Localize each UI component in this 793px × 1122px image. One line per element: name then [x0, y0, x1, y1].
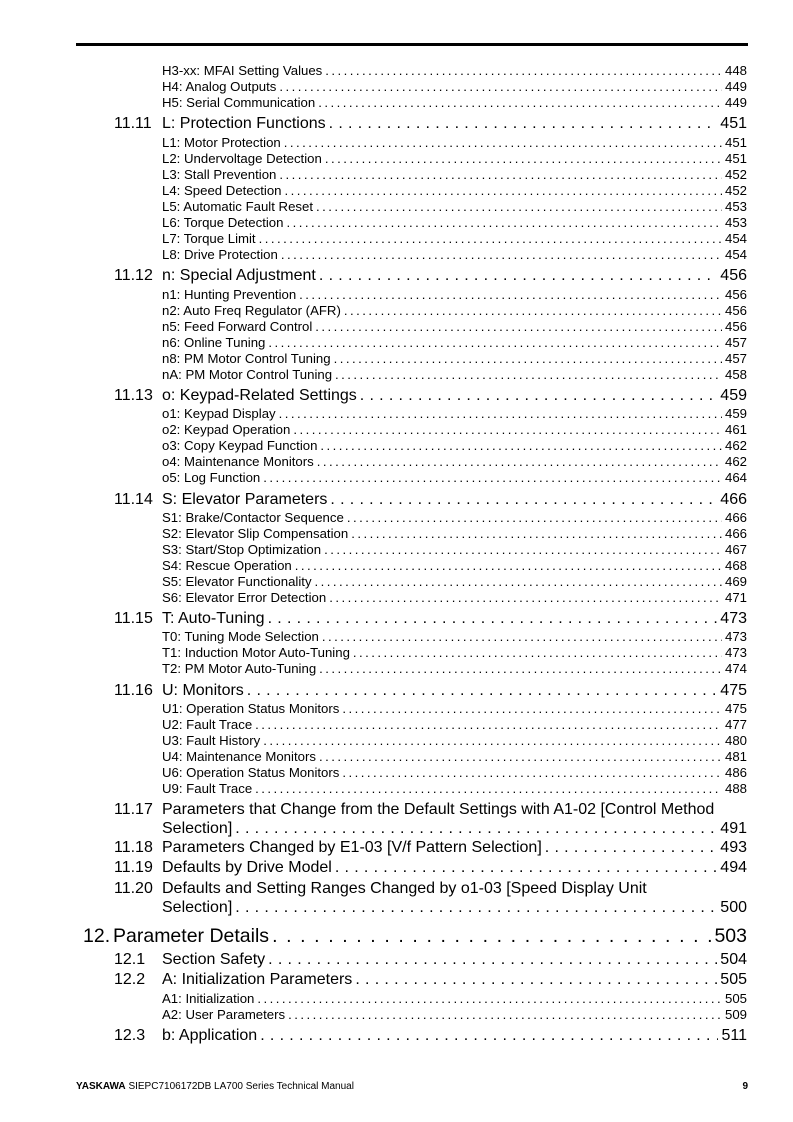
- toc-page-number: 454: [724, 247, 747, 262]
- toc-number: 11.17: [114, 801, 153, 818]
- toc-page-number: 461: [724, 422, 747, 437]
- toc-page-number: 488: [724, 781, 747, 796]
- toc-title: U2: Fault Trace: [162, 717, 253, 732]
- footer-page-number: 9: [742, 1081, 748, 1092]
- toc-page-number: 459: [720, 387, 747, 404]
- toc-title: S3: Start/Stop Optimization: [162, 542, 322, 557]
- toc-title: T0: Tuning Mode Selection: [162, 629, 319, 644]
- toc-title: n: Special Adjustment: [162, 267, 316, 284]
- toc-title: A: Initialization Parameters: [162, 971, 353, 988]
- toc-title: o5: Log Function: [162, 470, 261, 485]
- toc-page-number: 449: [724, 79, 747, 94]
- toc-page-number: 459: [724, 406, 747, 421]
- dot-leader: [342, 701, 722, 717]
- toc-title: Selection]: [162, 899, 233, 916]
- toc-number: 11.12: [114, 267, 153, 284]
- toc-title: L5: Automatic Fault Reset: [162, 199, 313, 214]
- toc-page-number: 486: [724, 765, 747, 780]
- toc-title: U3: Fault History: [162, 733, 261, 748]
- toc-page-number: 454: [724, 231, 747, 246]
- toc-page-number: 493: [720, 839, 747, 856]
- toc-page-number: 466: [724, 526, 747, 541]
- toc-title: A2: User Parameters: [162, 1007, 286, 1022]
- footer-document-title: SIEPC7106172DB LA700 Series Technical Manual: [128, 1081, 354, 1092]
- toc-page-number: 473: [724, 629, 747, 644]
- toc-number: 12.3: [114, 1027, 146, 1044]
- toc-number: 11.14: [114, 491, 153, 508]
- toc-page-number: 505: [724, 991, 747, 1006]
- dot-leader: [286, 215, 722, 231]
- toc-title: U6: Operation Status Monitors: [162, 765, 340, 780]
- toc-title: L8: Drive Protection: [162, 247, 278, 262]
- toc-page-number: 504: [720, 951, 747, 968]
- toc-title: L2: Undervoltage Detection: [162, 151, 322, 166]
- dot-leader: [315, 574, 722, 590]
- toc-page-number: 494: [720, 859, 747, 876]
- dot-leader: [334, 351, 722, 367]
- dot-leader: [319, 266, 717, 285]
- dot-leader: [353, 645, 722, 661]
- dot-leader: [263, 470, 722, 486]
- dot-leader: [247, 681, 718, 700]
- toc-page-number: 500: [720, 899, 747, 916]
- dot-leader: [257, 991, 722, 1007]
- dot-leader: [319, 661, 722, 677]
- dot-leader: [329, 590, 722, 606]
- toc-page-number: 505: [720, 971, 747, 988]
- toc-number: 11.16: [114, 682, 153, 699]
- toc-number: 11.18: [114, 839, 153, 856]
- dot-leader: [260, 1026, 718, 1045]
- dot-leader: [284, 135, 722, 151]
- toc-title: L4: Speed Detection: [162, 183, 282, 198]
- toc-title: L3: Stall Prevention: [162, 167, 277, 182]
- toc-title: U1: Operation Status Monitors: [162, 701, 340, 716]
- dot-leader: [355, 970, 717, 989]
- dot-leader: [255, 781, 722, 797]
- toc-title: H5: Serial Communication: [162, 95, 316, 110]
- toc-number: 12.2: [114, 971, 146, 988]
- dot-leader: [318, 95, 722, 111]
- toc-title: S4: Rescue Operation: [162, 558, 292, 573]
- dot-leader: [347, 510, 722, 526]
- toc-title: Defaults and Setting Ranges Changed by o1-03 [Speed Display Unit: [162, 880, 647, 897]
- toc-page-number: 481: [724, 749, 747, 764]
- dot-leader: [360, 386, 718, 405]
- toc-page-number: 471: [724, 590, 747, 605]
- toc-title: Section Safety: [162, 951, 266, 968]
- toc-title: L1: Motor Protection: [162, 135, 281, 150]
- dot-leader: [255, 717, 722, 733]
- toc-title: U4: Maintenance Monitors: [162, 749, 316, 764]
- toc-title: o: Keypad-Related Settings: [162, 387, 357, 404]
- toc-page-number: 469: [724, 574, 747, 589]
- toc-title: b: Application: [162, 1027, 258, 1044]
- toc-page-number: 462: [724, 438, 747, 453]
- toc-page-number: 452: [724, 183, 747, 198]
- dot-leader: [351, 526, 722, 542]
- dot-leader: [330, 490, 717, 509]
- toc-title: o2: Keypad Operation: [162, 422, 291, 437]
- toc-title: n1: Hunting Prevention: [162, 287, 297, 302]
- toc-page-number: 467: [724, 542, 747, 557]
- dot-leader: [344, 303, 722, 319]
- toc-title: Selection]: [162, 820, 233, 837]
- toc-page-number: 452: [724, 167, 747, 182]
- dot-leader: [268, 335, 722, 351]
- toc-title: L7: Torque Limit: [162, 231, 256, 246]
- dot-leader: [317, 454, 722, 470]
- toc-page-number: 456: [724, 287, 747, 302]
- toc-title: T: Auto-Tuning: [162, 610, 265, 627]
- toc-title: L6: Torque Detection: [162, 215, 284, 230]
- toc-number: 11.13: [114, 387, 153, 404]
- dot-leader: [295, 558, 722, 574]
- dot-leader: [545, 838, 718, 857]
- page-footer: [76, 1081, 748, 1093]
- toc-page-number: 449: [724, 95, 747, 110]
- toc-title: n8: PM Motor Control Tuning: [162, 351, 331, 366]
- toc-title: L: Protection Functions: [162, 115, 326, 132]
- toc-title: T1: Induction Motor Auto-Tuning: [162, 645, 350, 660]
- toc-title: A1: Initialization: [162, 991, 255, 1006]
- toc-title: H4: Analog Outputs: [162, 79, 277, 94]
- dot-leader: [335, 367, 722, 383]
- toc-number: 11.20: [114, 880, 153, 897]
- dot-leader: [259, 231, 722, 247]
- toc-page-number: 511: [721, 1027, 747, 1044]
- toc-page-number: 448: [724, 63, 747, 78]
- dot-leader: [272, 925, 711, 948]
- toc-page-number: 477: [724, 717, 747, 732]
- toc-page-number: 451: [720, 115, 747, 132]
- toc-page-number: 456: [724, 303, 747, 318]
- toc-title: o3: Copy Keypad Function: [162, 438, 318, 453]
- toc-page-number: 491: [720, 820, 747, 837]
- toc-title: S5: Elevator Functionality: [162, 574, 312, 589]
- dot-leader: [268, 950, 717, 969]
- toc-number: 11.15: [114, 610, 153, 627]
- toc-title: U9: Fault Trace: [162, 781, 253, 796]
- toc-title: Parameters Changed by E1-03 [V/f Pattern Selection]: [162, 839, 542, 856]
- toc-title: Defaults by Drive Model: [162, 859, 332, 876]
- toc-page-number: 453: [724, 215, 747, 230]
- dot-leader: [281, 247, 722, 263]
- toc-title: o4: Maintenance Monitors: [162, 454, 314, 469]
- toc-title: S2: Elevator Slip Compensation: [162, 526, 349, 541]
- dot-leader: [319, 749, 722, 765]
- toc-page-number: 475: [720, 682, 747, 699]
- toc-title: Parameter Details: [113, 925, 270, 947]
- dot-leader: [299, 287, 722, 303]
- toc-page-number: 462: [724, 454, 747, 469]
- toc-number: 12.: [83, 925, 111, 947]
- toc-page-number: 456: [724, 319, 747, 334]
- toc-page-number: 509: [724, 1007, 747, 1022]
- toc-number: 12.1: [114, 951, 146, 968]
- dot-leader: [235, 819, 717, 838]
- toc-title: S: Elevator Parameters: [162, 491, 328, 508]
- footer-brand: YASKAWA: [76, 1081, 126, 1092]
- dot-leader: [285, 183, 722, 199]
- dot-leader: [324, 542, 722, 558]
- toc-number: 11.11: [114, 115, 152, 132]
- toc-page-number: 457: [724, 335, 747, 350]
- toc-page-number: 503: [714, 925, 747, 947]
- toc-title: n5: Feed Forward Control: [162, 319, 313, 334]
- toc-page-number: 480: [724, 733, 747, 748]
- dot-leader: [279, 406, 722, 422]
- toc-page-number: 451: [724, 135, 747, 150]
- toc-title: T2: PM Motor Auto-Tuning: [162, 661, 317, 676]
- dot-leader: [335, 858, 717, 877]
- toc-title: S1: Brake/Contactor Sequence: [162, 510, 344, 525]
- toc-title: nA: PM Motor Control Tuning: [162, 367, 333, 382]
- dot-leader: [279, 167, 722, 183]
- dot-leader: [342, 765, 722, 781]
- toc-title: n2: Auto Freq Regulator (AFR): [162, 303, 341, 318]
- toc-page-number: 468: [724, 558, 747, 573]
- toc-page-number: 473: [720, 610, 747, 627]
- dot-leader: [268, 609, 718, 628]
- toc-page-number: 466: [724, 510, 747, 525]
- toc-title: n6: Online Tuning: [162, 335, 266, 350]
- dot-leader: [315, 319, 722, 335]
- dot-leader: [322, 629, 722, 645]
- toc-title: o1: Keypad Display: [162, 406, 276, 421]
- toc-page-number: 453: [724, 199, 747, 214]
- toc-page-number: 456: [720, 267, 747, 284]
- dot-leader: [279, 79, 722, 95]
- toc-page-number: 475: [724, 701, 747, 716]
- toc-page-number: 466: [720, 491, 747, 508]
- toc-page-number: 473: [724, 645, 747, 660]
- dot-leader: [288, 1007, 722, 1023]
- toc-page-number: 457: [724, 351, 747, 366]
- toc-title: Parameters that Change from the Default Settings with A1-02 [Control Method: [162, 801, 715, 818]
- dot-leader: [329, 114, 718, 133]
- dot-leader: [320, 438, 722, 454]
- toc-title: U: Monitors: [162, 682, 244, 699]
- toc-page-number: 458: [724, 367, 747, 382]
- toc-page-number: 464: [724, 470, 747, 485]
- toc-page-number: 451: [724, 151, 747, 166]
- dot-leader: [235, 898, 717, 917]
- toc-number: 11.19: [114, 859, 153, 876]
- dot-leader: [325, 63, 722, 79]
- dot-leader: [263, 733, 722, 749]
- toc-page-number: 474: [724, 661, 747, 676]
- toc-title: H3-xx: MFAI Setting Values: [162, 63, 323, 78]
- dot-leader: [293, 422, 722, 438]
- dot-leader: [325, 151, 722, 167]
- dot-leader: [316, 199, 722, 215]
- toc-title: S6: Elevator Error Detection: [162, 590, 327, 605]
